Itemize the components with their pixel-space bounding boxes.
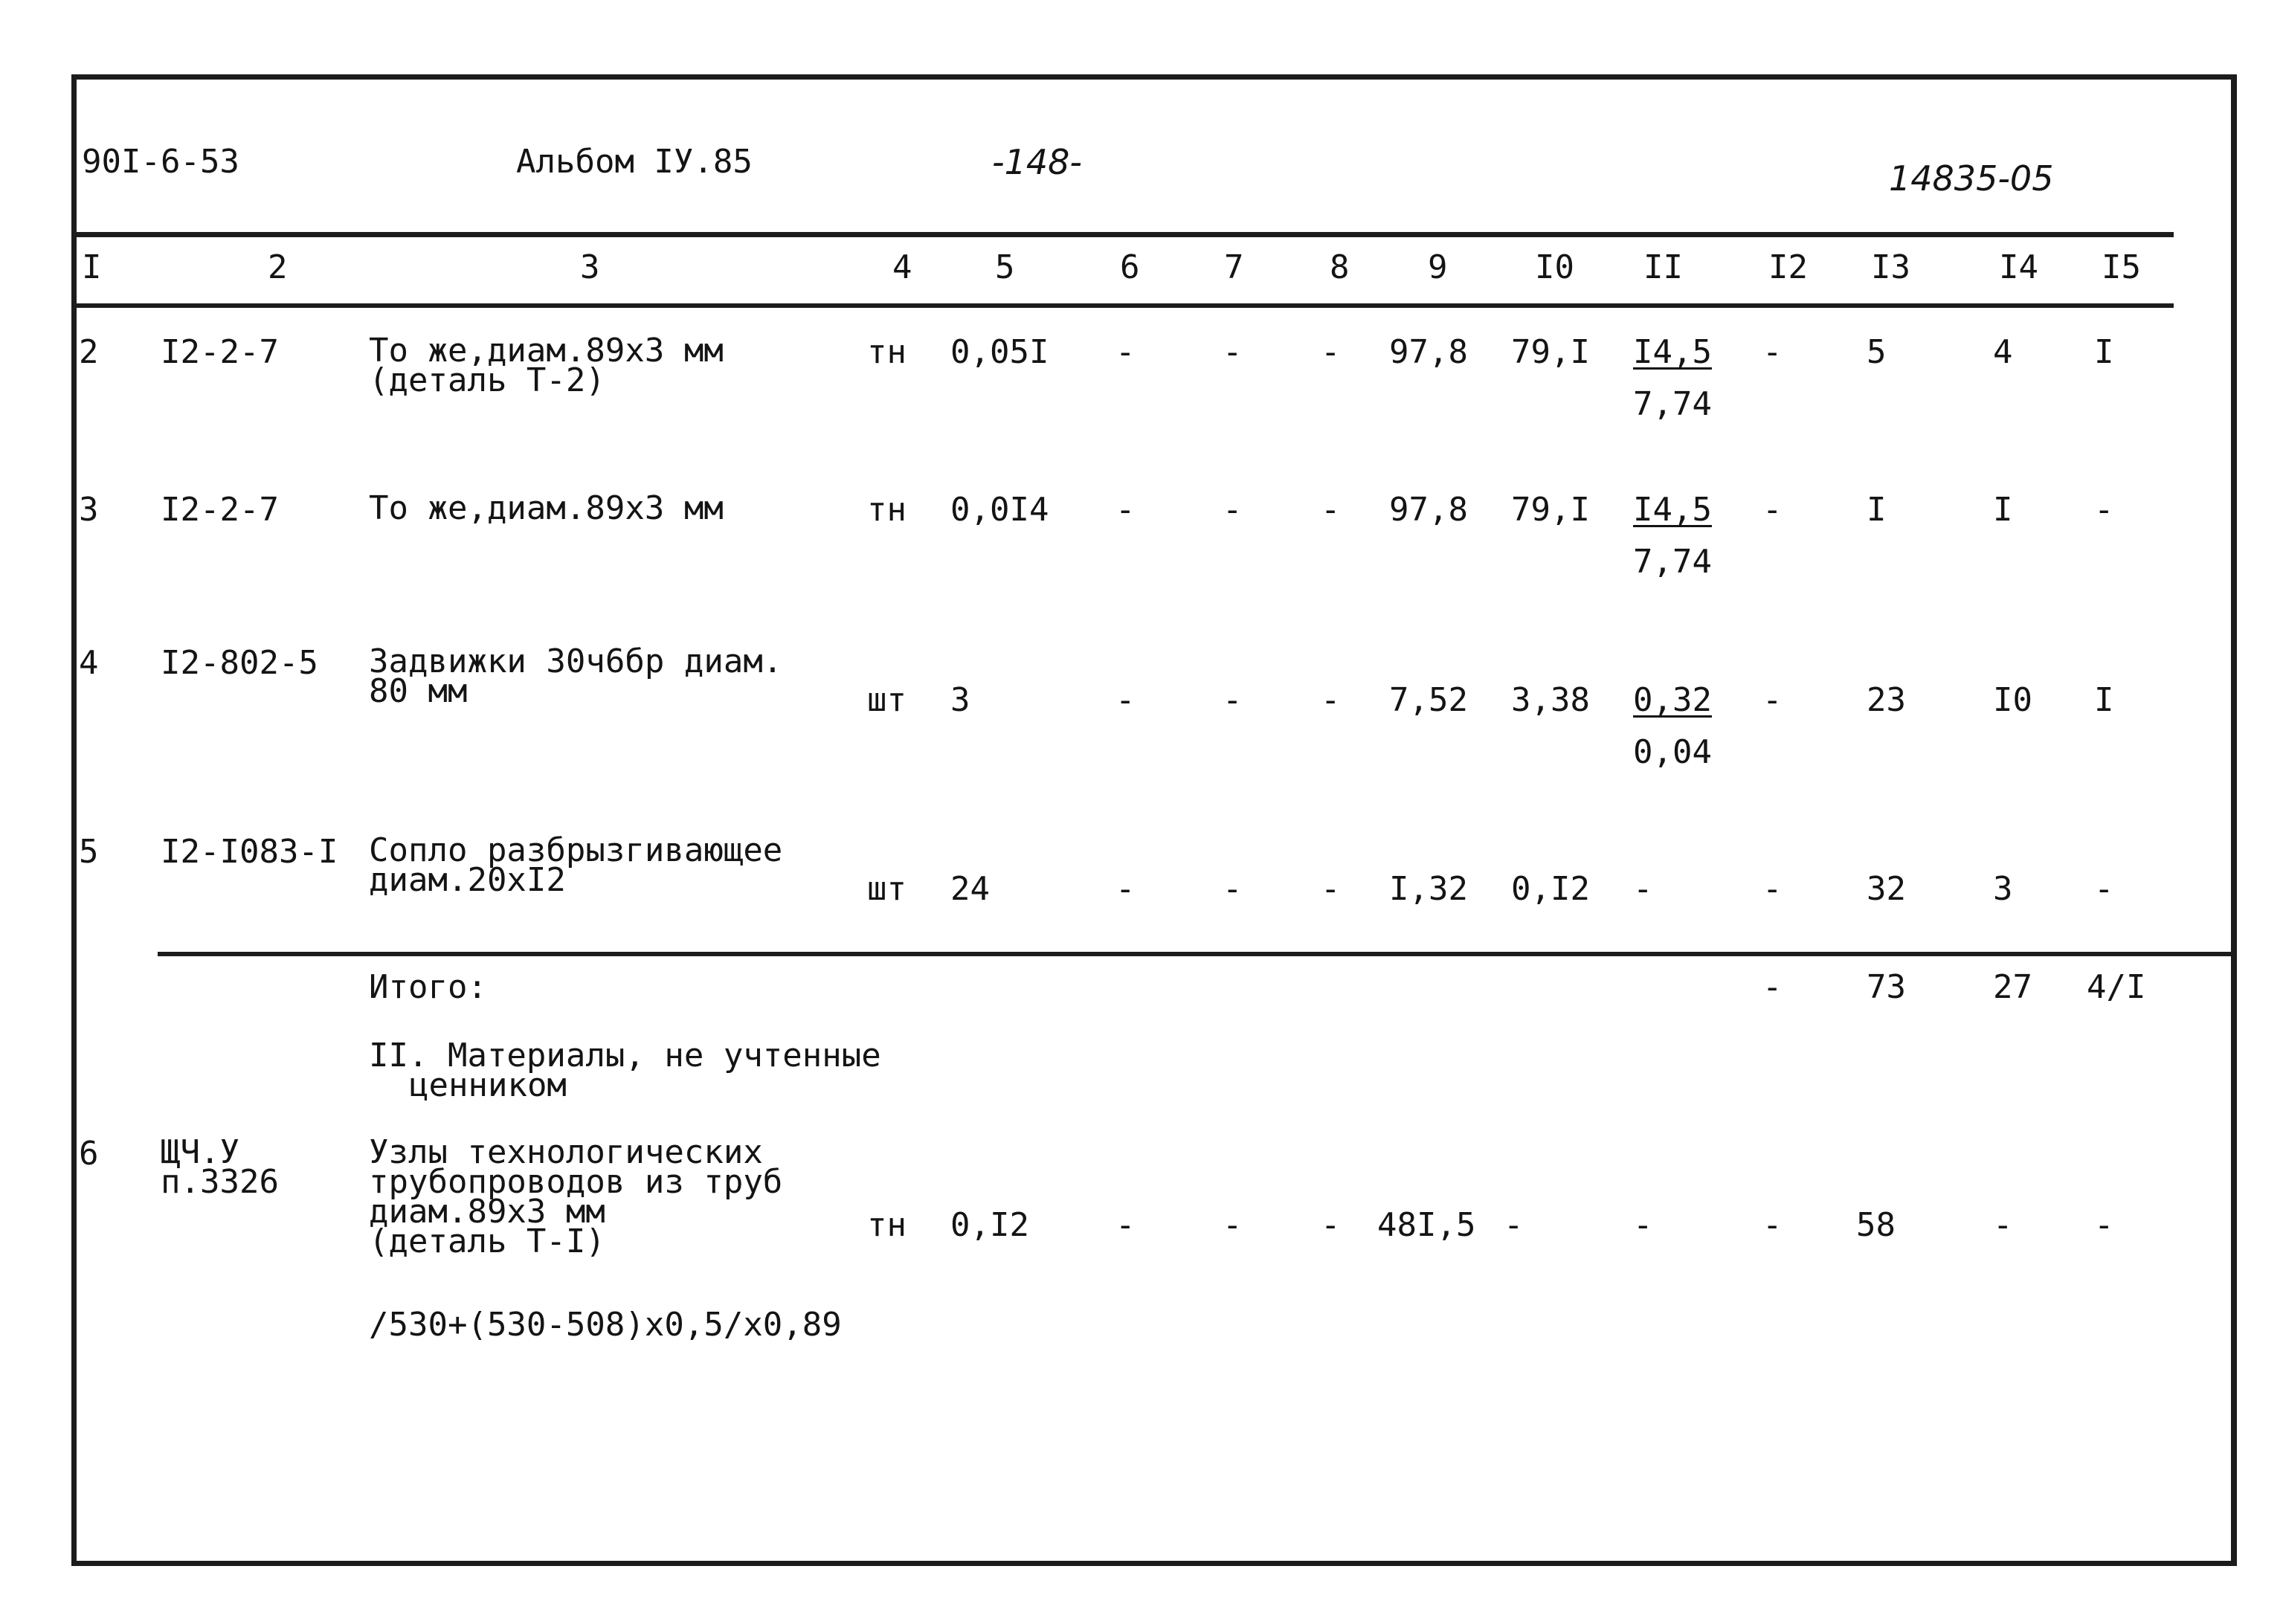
item-name: Узлы технологических трубопроводов из труб диам.89х3 мм (деталь Т-I): [369, 1133, 783, 1260]
header-rule: [77, 232, 2174, 237]
cell: -: [1993, 1206, 2013, 1244]
cell: 23: [1867, 681, 1906, 719]
col-header: 4: [892, 248, 912, 286]
col-header: I0: [1535, 248, 1574, 286]
row-number: 5: [79, 833, 99, 871]
cell: 79,I: [1511, 491, 1590, 529]
col-header: 7: [1224, 248, 1244, 286]
row-number: 2: [79, 333, 99, 371]
fraction-top: I4,5: [1633, 491, 1712, 529]
quantity: 0,I2: [950, 1206, 1029, 1244]
cell: -: [1762, 1206, 1783, 1244]
item-name: Задвижки 30ч6бр диам. 80 мм: [369, 642, 783, 710]
cell: 7,52: [1389, 681, 1468, 719]
cell: 79,I: [1511, 333, 1590, 371]
row-number: 4: [79, 644, 99, 682]
quantity: 24: [950, 870, 990, 908]
cell: -: [1321, 681, 1341, 719]
cell: I: [1993, 491, 2013, 529]
unit: тн: [867, 491, 907, 529]
cell: -: [1223, 870, 1243, 908]
unit: тн: [867, 1206, 907, 1244]
cell: -: [1223, 333, 1243, 371]
cell: -: [1762, 491, 1783, 529]
cell: 97,8: [1389, 333, 1468, 371]
cell: I: [1867, 491, 1887, 529]
cell: 32: [1867, 870, 1906, 908]
price-code: I2-2-7: [161, 491, 279, 529]
cell: 4: [1993, 333, 2013, 371]
cell: -: [2094, 491, 2114, 529]
total-rule: [158, 952, 2235, 956]
cell: -: [2094, 1206, 2114, 1244]
col-header: 9: [1428, 248, 1448, 286]
cell: 48I,5: [1377, 1206, 1476, 1244]
fraction-top: I4,5: [1633, 333, 1712, 371]
col-header: 5: [995, 248, 1015, 286]
album-label: Альбом IУ.85: [516, 143, 753, 181]
col-header: II: [1643, 248, 1683, 286]
cell: -: [1633, 870, 1653, 908]
cell: 27: [1993, 968, 2032, 1006]
cell: -: [1321, 870, 1341, 908]
fraction-bottom: 7,74: [1633, 543, 1712, 581]
cell: -: [1762, 681, 1783, 719]
cell: 3: [1993, 870, 2013, 908]
col-header: I: [82, 248, 102, 286]
cell: -: [2094, 870, 2114, 908]
cell: 58: [1856, 1206, 1896, 1244]
col-header: 3: [580, 248, 600, 286]
item-name: Сопло разбрызгивающее диам.20хI2: [369, 831, 783, 899]
cell: -: [1504, 1206, 1524, 1244]
cell: I: [2094, 333, 2114, 371]
cell: -: [1223, 1206, 1243, 1244]
unit: шт: [867, 681, 907, 719]
cell: 3,38: [1511, 681, 1590, 719]
cell: -: [1115, 333, 1136, 371]
fraction-top: 0,32: [1633, 681, 1712, 719]
quantity: 0,05I: [950, 333, 1049, 371]
col-header: 2: [268, 248, 288, 286]
quantity: 0,0I4: [950, 491, 1049, 529]
col-header: I3: [1871, 248, 1910, 286]
page-number: -148-: [992, 142, 1082, 182]
col-header: 8: [1330, 248, 1350, 286]
fraction-bottom: 0,04: [1633, 733, 1712, 771]
column-header-rule: [77, 303, 2174, 308]
section-heading: II. Материалы, не учтенные ценником: [369, 1037, 881, 1104]
cell: 5: [1867, 333, 1887, 371]
doc-code: 90I-6-53: [82, 143, 239, 181]
cell: -: [1762, 333, 1783, 371]
col-header: 6: [1120, 248, 1140, 286]
quantity: 3: [950, 681, 970, 719]
cell: -: [1115, 491, 1136, 529]
cell: 4/I: [2087, 968, 2146, 1006]
cell: I0: [1993, 681, 2032, 719]
cell: I: [2094, 681, 2114, 719]
total-label: Итого:: [369, 968, 487, 1006]
price-code: I2-802-5: [161, 644, 318, 682]
col-header: I4: [1999, 248, 2038, 286]
inventory-number: 14835-05: [1889, 158, 2054, 199]
cell: -: [1321, 491, 1341, 529]
cell: 97,8: [1389, 491, 1468, 529]
price-code: I2-2-7: [161, 333, 279, 371]
price-formula: /530+(530-508)х0,5/х0,89: [369, 1306, 842, 1344]
unit: тн: [867, 333, 907, 371]
cell: -: [1321, 333, 1341, 371]
frame-right-edge: [2209, 74, 2237, 974]
price-code: I2-I083-I: [161, 833, 338, 871]
col-header: I2: [1768, 248, 1808, 286]
fraction-bottom: 7,74: [1633, 385, 1712, 423]
price-code: ЩЧ.У п.3326: [161, 1133, 279, 1201]
item-name: То же,диам.89х3 мм (деталь Т-2): [369, 332, 724, 399]
cell: -: [1115, 1206, 1136, 1244]
cell: -: [1321, 1206, 1341, 1244]
cell: -: [1762, 870, 1783, 908]
cell: -: [1223, 491, 1243, 529]
cell: -: [1115, 681, 1136, 719]
row-number: 3: [79, 491, 99, 529]
cell: -: [1633, 1206, 1653, 1244]
item-name: То же,диам.89х3 мм: [369, 489, 724, 527]
cell: 73: [1867, 968, 1906, 1006]
cell: -: [1762, 968, 1783, 1006]
cell: -: [1115, 870, 1136, 908]
unit: шт: [867, 870, 907, 908]
cell: I,32: [1389, 870, 1468, 908]
cell: 0,I2: [1511, 870, 1590, 908]
row-number: 6: [79, 1135, 99, 1173]
col-header: I5: [2102, 248, 2141, 286]
cell: -: [1223, 681, 1243, 719]
